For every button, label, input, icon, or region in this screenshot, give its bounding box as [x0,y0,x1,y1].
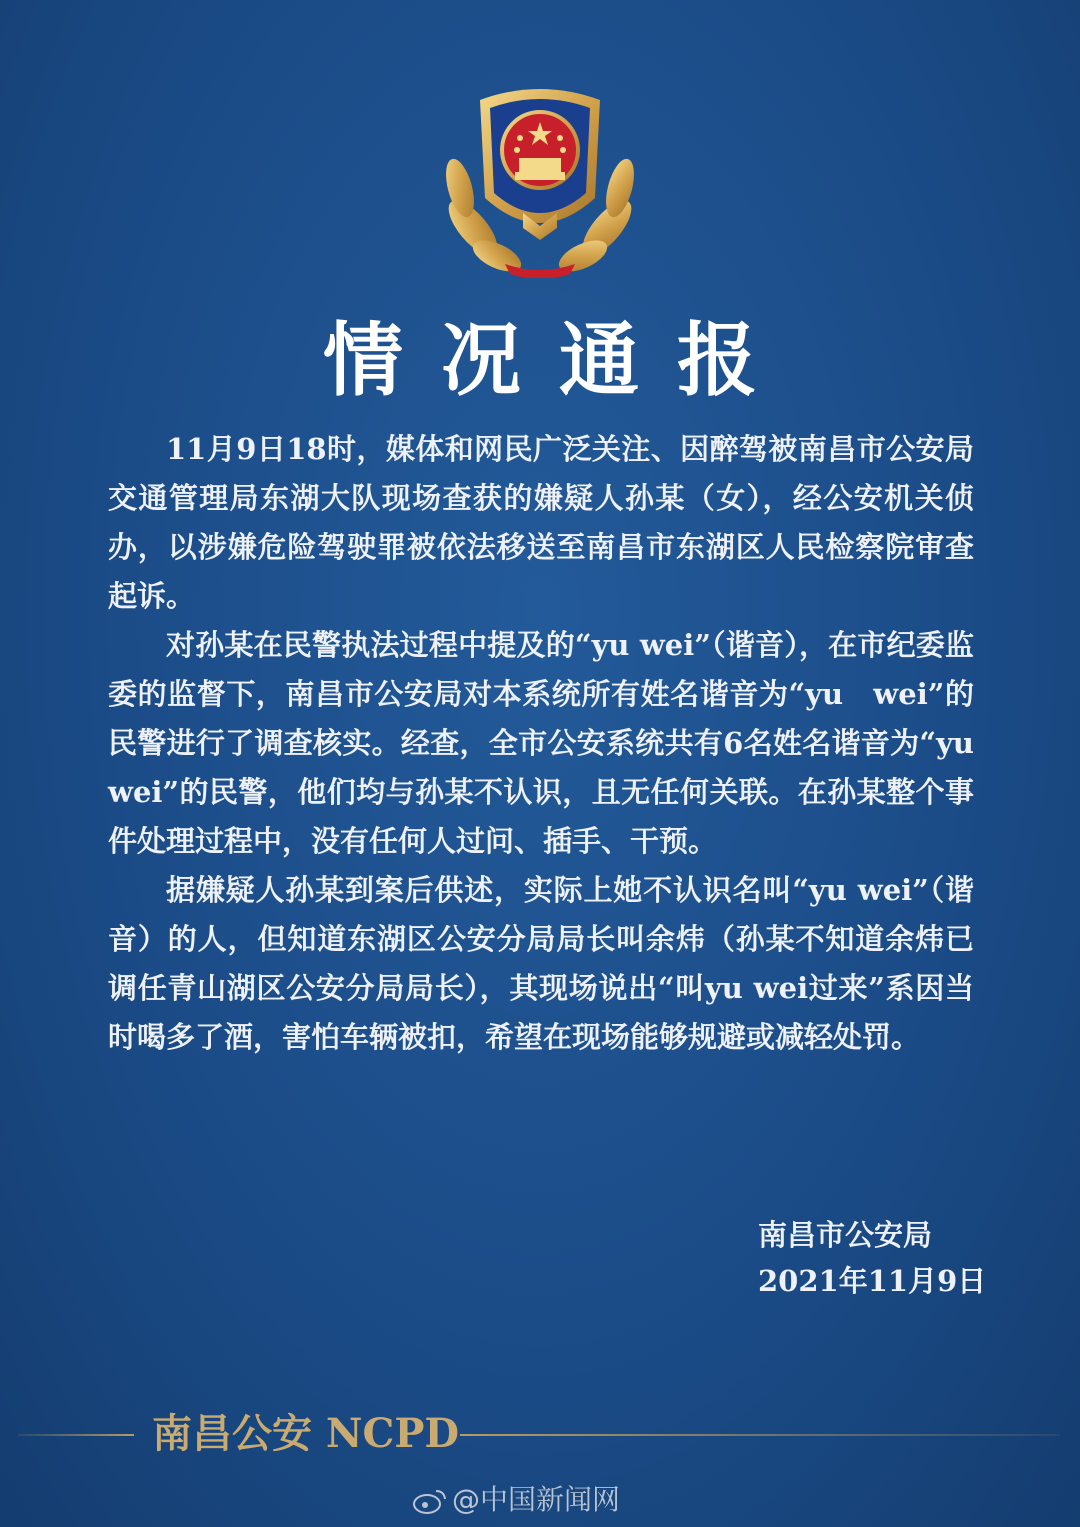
police-emblem-icon [445,78,635,278]
signature-block [758,1212,986,1304]
footer-brand: 南昌公安 NCPD [152,1410,460,1457]
page-title: 情况通报 [323,313,795,407]
footer-divider-right [460,1434,1060,1436]
watermark-text: @中国新闻网 [452,1483,621,1516]
issue-date: 2021年11月9日 [758,1264,987,1298]
weibo-watermark [412,1480,620,1520]
paragraph-1: 11月9日18时，媒体和网民广泛关注、因醉驾被南昌市公安局交通管理局东湖大队现场查获的嫌疑人孙某（女），经公安机关侦办，以涉嫌危险驾驶罪被依法移送至南昌市东湖区人民检察院审查起诉。 [108,432,974,613]
weibo-icon [412,1487,448,1515]
notice-body [108,425,974,1062]
paragraph-2: 对孙某在民警执法过程中提及的“yu wei”（谐音），在市纪委监委的监督下，南昌市公安局对本系统所有姓名谐音为“yu wei”的民警进行了调查核实。经查，全市公安系统共有6名姓名谐音为“yu wei”的民警，他们均与孙某不认识，且无任何关联。在孙某整个事件处理过程中，没有任何人过问、插手、干预。 [108,628,974,858]
issuing-organization: 南昌市公安局 [758,1218,933,1252]
paragraph-3: 据嫌疑人孙某到案后供述，实际上她不认识名叫“yu wei”（谐音）的人，但知道东湖区公安分局局长叫余炜（孙某不知道余炜已调任青山湖区公安分局局长），其现场说出“叫yu wei过来”系因当时喝多了酒，害怕车辆被扣，希望在现场能够规避或减轻处罚。 [108,873,974,1054]
footer-divider-left [18,1434,134,1436]
